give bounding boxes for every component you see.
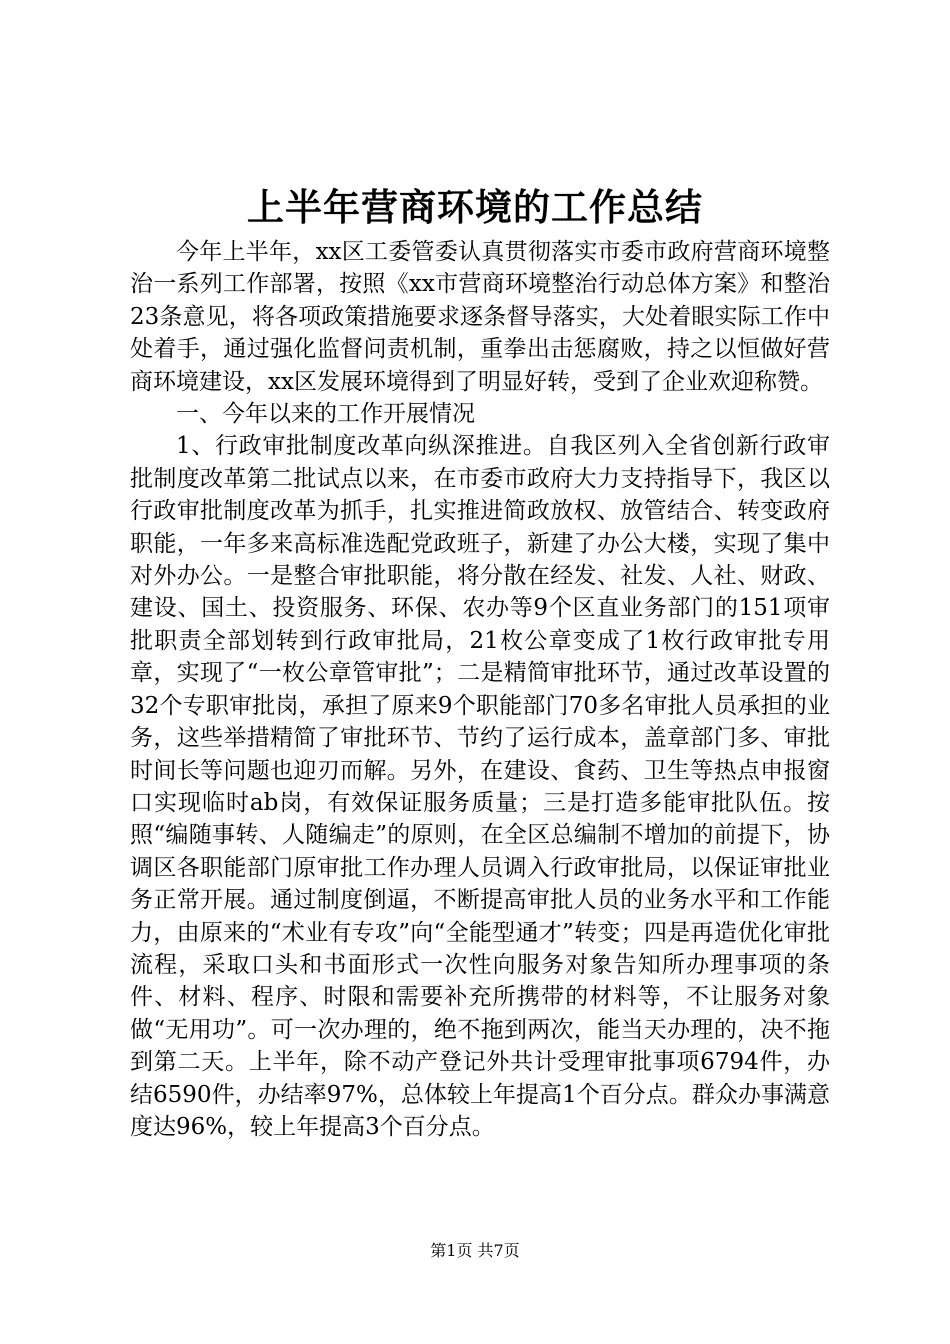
document-body [130,236,830,1143]
document-title: 上半年营商环境的工作总结 [247,185,703,229]
section-paragraph: 1、行政审批制度改革向纵深推进。自我区列入全省创新行政审批制度改革第二批试点以来，在市委市政府大力支持指导下，我区以行政审批制度改革为抓手，扎实推进简政放权、放管结合、转变政府职能，一年多来高标准选配党政班子，新建了办公大楼，实现了集中对外办公。一是整合审批职能，将分散在经发、社发、人社、财政、建设、国土、投资服务、环保、农办等9个区直业务部门的151项审批职责全部划转到行政审批局，21枚公章变成了1枚行政审批专用章，实现了“一枚公章管审批”；二是精简审批环节，通过改革设置的32个专职审批岗，承担了原来9个职能部门70多名审批人员承担的业务，这些举措精简了审批环节、节约了运行成本，盖章部门多、审批时间长等问题也迎刃而解。另外，在建设、食药、卫生等热点申报窗口实现临时ab岗，有效保证服务质量；三是打造多能审批队伍。按照“编随事转、人随编走”的原则，在全区总编制不增加的前提下，协调区各职能部门原审批工作办理人员调入行政审批局，以保证审批业务正常开展。通过制度倒逼，不断提高审批人员的业务水平和工作能力，由原来的“术业有专攻”向“全能型通才”转变；四是再造优化审批流程，采取口头和书面形式一次性向服务对象告知所办理事项的条件、材料、程序、时限和需要补充所携带的材料等，不让服务对象做“无用功”。可一次办理的，绝不拖到两次，能当天办理的，决不拖到第二天。上半年，除不动产登记外共计受理审批事项6794件，办结6590件，办结率97%，总体较上年提高1个百分点。群众办事满意度达96%，较上年提高3个百分点。 [130,433,830,1140]
page-number-footer: 第1页 共7页 [430,1241,520,1260]
section-heading: 一、今年以来的工作开展情况 [176,401,475,428]
intro-paragraph: 今年上半年，xx区工委管委认真贯彻落实市委市政府营商环境整治一系列工作部署，按照《xx市营商环境整治行动总体方案》和整治23条意见，将各项政策措施要求逐条督导落实，大处着眼实际工作中处着手，通过强化监督问责机制，重拳出击惩腐败，持之以恒做好营商环境建设，xx区发展环境得到了明显好转，受到了企业欢迎称赞。 [130,239,830,395]
